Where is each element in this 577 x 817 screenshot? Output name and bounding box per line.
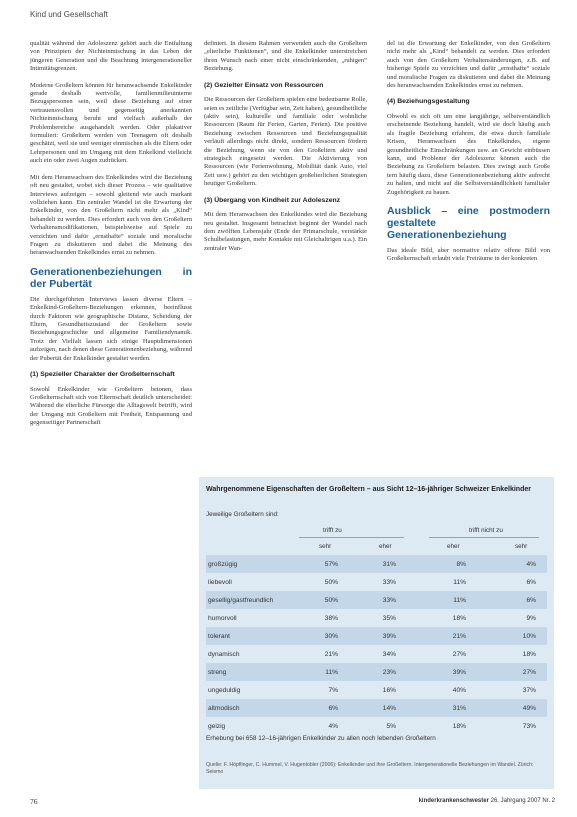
cell-value: 8% [456, 560, 466, 568]
table-row [206, 627, 547, 645]
cell-value: 38% [324, 614, 338, 622]
cell-value: 4% [328, 722, 338, 730]
cell-value: 27% [452, 650, 466, 658]
column-2 [204, 40, 367, 261]
cell-value: 30% [324, 632, 338, 640]
grandparents-table-box [199, 477, 554, 789]
cell-value: 18% [452, 614, 466, 622]
section-heading: Ausblick – eine postmodern gestaltete Generationenbeziehung [387, 205, 550, 241]
paragraph: Das ideale Bild, aber normative relativ offene Bild von Großelternschaft erlaubt viele Freiräume in der konkreten [387, 247, 550, 263]
table-row [206, 573, 547, 591]
cell-value: 6% [526, 596, 536, 604]
cell-value: 50% [324, 596, 338, 604]
table-row [206, 699, 547, 717]
group-divider [299, 537, 404, 538]
magazine-footer [419, 798, 555, 804]
table-row [206, 555, 547, 573]
cell-value: 39% [452, 668, 466, 676]
row-label: großzügig [208, 560, 238, 568]
cell-value: 33% [382, 578, 396, 586]
table-row [206, 717, 547, 735]
cell-value: 11% [325, 668, 338, 676]
paragraph: Sowohl Enkelkinder wie Großeltern betonen, dass Großelternschaft sich von Elternschaft deutlich unterscheidet: Während die elterliche Fürsorge die Alltagswelt betrifft, wird der Umgang mit Großeltern mit Freiheit, Entspannung und gegenseitiger Partnerschaft [30, 385, 192, 427]
page-number: 76 [30, 797, 38, 806]
paragraph: definiert. In diesem Rahmen verwenden auch die Großeltern „elterliche Funktionen“, und die Enkelkinder unterstreichen ihren Wunsch nach einer nicht einschränkenden, „ruhigen“ Beziehung. [204, 40, 367, 73]
row-label: streng [208, 668, 227, 676]
paragraph: Mit dem Heranwachsen des Enkelkindes wird die Beziehung neu gestaltet. Insgesamt betrachtet beginnt der Wandel nach dem zwölften Lebensjahr (Ende der Primarschule, verstärkte Schulbelastungen, mehr Kontakte mit Gleichaltrigen u.a.). Ein zentraler Wan- [204, 211, 367, 252]
paragraph: Die durchgeführten Interviews lassen diverse Eltern – Enkelkind-Großeltern-Beziehungen erkennen, beeinflusst durch Faktoren wie geographische Distanz, Scheidung der Eltern, Gesundheitszustand der Großeltern sowie Beziehungsgeschichte und allgemeine Familiendynamik. Trotz der Vielfalt lassen sich einige Hauptdimensionen aufzeigen, nach denen diese Generationenbeziehung, während der Pubertät der Enkelkinder gestaltet werden. [30, 295, 192, 362]
cell-value: 21% [324, 650, 338, 658]
table-source: Quelle: F. Höpflinger, C. Hummel, V. Hugentobler (2006): Enkelkinder und ihre Großeltern. Intergenerationelle Beziehungen im Wandel. Zürich: Seismo [206, 762, 534, 775]
cell-value: 21% [452, 632, 466, 640]
subsection-heading: (1) Spezieller Charakter der Großelternschaft [30, 371, 175, 378]
cell-value: 9% [526, 614, 536, 622]
cell-value: 35% [382, 614, 396, 622]
column-3 [387, 40, 550, 272]
cell-value: 6% [328, 704, 338, 712]
paragraph: del ist die Erwartung der Enkelkinder, von den Großeltern nicht mehr als „Kind“ behandelt zu werden. Dies erfordert auch von den Großeltern Verhaltensänderungen, z.B. auf bisherige Spiele zu verzichten und dafür „ernsthafte“ soziale und moralische Fragen zu diskutieren und dabei die Meinung des heranwachsenden Enkelkindes ernst zu nehmen. [387, 40, 550, 90]
paragraph: qualität während der Adoleszenz gehört auch die Entfaltung von Prinzipien der Nichteinmischung in das Leben der jüngeren Generation und die Beachtung intergenerationeller Intimitätsgrenzen. [30, 40, 192, 73]
table-title: Wahrgenommene Eigenschaften der Großeltern – aus Sicht 12–16-jähriger Schweizer Enkelkinder [206, 486, 531, 493]
table-footnote: Erhebung bei 658 12–16-jährigen Enkelkinder zu allen noch lebenden Großeltern [206, 735, 436, 742]
group-header-applies: trifft zu [323, 527, 342, 534]
column-1 [30, 40, 192, 436]
group-divider [429, 537, 539, 538]
cell-value: 5% [386, 722, 396, 730]
col-header: sehr [515, 543, 528, 550]
cell-value: 7% [328, 686, 338, 694]
col-header: sehr [319, 543, 332, 550]
cell-value: 31% [382, 560, 396, 568]
subsection-heading: (2) Gezielter Einsatz von Ressourcen [204, 81, 324, 89]
running-head: Kind und Gesellschaft [30, 10, 108, 19]
row-label: humorvoll [208, 614, 237, 622]
subsection-heading: (4) Beziehungsgestaltung [387, 98, 470, 106]
cell-value: 27% [522, 668, 536, 676]
paragraph: Mit dem Heranwachsen des Enkelkindes wird die Beziehung oft neu gestaltet, wobei sich dieser Prozess – wie qualitative Interviews aufzeigen – sowohl gleitend wie auch markant vollziehen kann. Ein zentraler Wandel ist die Erwartung der Enkelkinder, von den Großeltern nicht mehr als „Kind“ behandelt zu werden. Dies erfordert auch von den Großeltern Verhaltensmodifikationen, beispielsweise auf Spiele zu verzichten und dafür „ernsthafte“ soziale und moralische Fragen zu diskutieren und dabei die Meinung des heranwachsenden Enkelkindes ernst zu nehmen. [30, 173, 192, 257]
group-header-not-applies: trifft nicht zu [469, 527, 503, 534]
cell-value: 40% [452, 686, 466, 694]
cell-value: 73% [522, 722, 536, 730]
cell-value: 11% [453, 578, 466, 586]
cell-value: 49% [522, 704, 536, 712]
table-row [206, 681, 547, 699]
row-label: geizig [208, 722, 226, 730]
issue-info: 26. Jahrgang 2007 Nr. 2 [490, 798, 555, 804]
magazine-name: kinderkrankenschwester [418, 798, 489, 804]
paragraph: Die Ressourcen der Großeltern spielen eine bedeutsame Rolle, seien es zeitliche (Verfügbar sein, Zeit haben), gesundheitliche (aktiv sein), kulturelle und familiale oder wohnliche Ressourcen (Raum für Ferien, Garten, Ferien). Die positive Beziehung zwischen Ressourcen und Beziehungsqualität verläuft allerdings nicht direkt, sondern Ressourcen fördern die Beziehung, wenn sie von den Großeltern aktiv und strategisch eingesetzt werden. Die Aktivierung von Ressourcen (wie Ferienwohnung, Mobilität dank Auto, viel Zeit usw.) gehört zu den wichtigen großelterlichen Strategien heutiger Großeltern. [204, 96, 367, 188]
col-header: eher [379, 543, 392, 550]
table-subtitle: Jeweilige Großeltern sind: [206, 511, 279, 518]
row-label: gesellig/gastfreundlich [208, 596, 274, 604]
cell-value: 4% [526, 560, 536, 568]
cell-value: 14% [382, 704, 396, 712]
paragraph: Obwohl es sich oft um eine langjährige, selbstverständlich erscheinende Beziehung handelt, wird sie doch häufig auch als fragile Beziehung erfahren, die etwa durch familiale Krisen, Heranwachsen des Enkelkindes, eigene gesundheitliche Einschränkungen usw. an Gewicht einbüssen kann, und Probleme der Adoleszenz können auch die Beziehung zu Großeltern belasten. Dies zwingt auch Große tern häufig dazu, diese Generationenbeziehung aktiv aufrecht zu halten, und nicht auf die Selbstverständlichkeit familialer Zugehörigkeit zu bauen. [387, 112, 550, 196]
row-label: tolerant [208, 632, 230, 640]
table-row [206, 609, 547, 627]
table-row [206, 663, 547, 681]
cell-value: 33% [382, 596, 396, 604]
row-label: dynamisch [208, 650, 240, 658]
cell-value: 31% [452, 704, 466, 712]
cell-value: 6% [526, 578, 536, 586]
row-label: liebevoll [208, 578, 232, 586]
cell-value: 37% [522, 686, 536, 694]
cell-value: 23% [382, 668, 396, 676]
cell-value: 10% [522, 632, 536, 640]
subsection-heading: (3) Übergang von Kindheit zur Adoleszenz [204, 196, 341, 204]
row-label: altmodisch [208, 704, 240, 712]
row-label: ungeduldig [208, 686, 241, 694]
section-heading: Generationenbeziehungen in der Pubertät [30, 265, 192, 290]
cell-value: 34% [382, 650, 396, 658]
cell-value: 50% [324, 578, 338, 586]
col-header: eher [447, 543, 460, 550]
cell-value: 57% [324, 560, 338, 568]
table-row [206, 591, 547, 609]
cell-value: 11% [453, 596, 466, 604]
cell-value: 39% [382, 632, 396, 640]
table-row [206, 645, 547, 663]
cell-value: 18% [522, 650, 536, 658]
cell-value: 18% [452, 722, 466, 730]
paragraph: Moderne Großeltern können für heranwachsende Enkelkinder gerade deshalb wertvolle, familienmilieuinterne Bezugspersonen sein, weil diese Beziehung auf einer vertrauensvollen und gegenseitig anerkannten Nichteinmischung beruht und vielfach außerhalb der Problembereiche ausgehandelt werden. Oder plakativer formuliert: Großeltern werden von Teenagern oft deshalb geschätzt, weil sie und weniger einmischen als die Eltern oder Lehrpersonen und im Umgang mit dem Enkelkind vielleicht auch ein oder zwei Augen zudrücken. [30, 81, 192, 165]
cell-value: 16% [382, 686, 396, 694]
